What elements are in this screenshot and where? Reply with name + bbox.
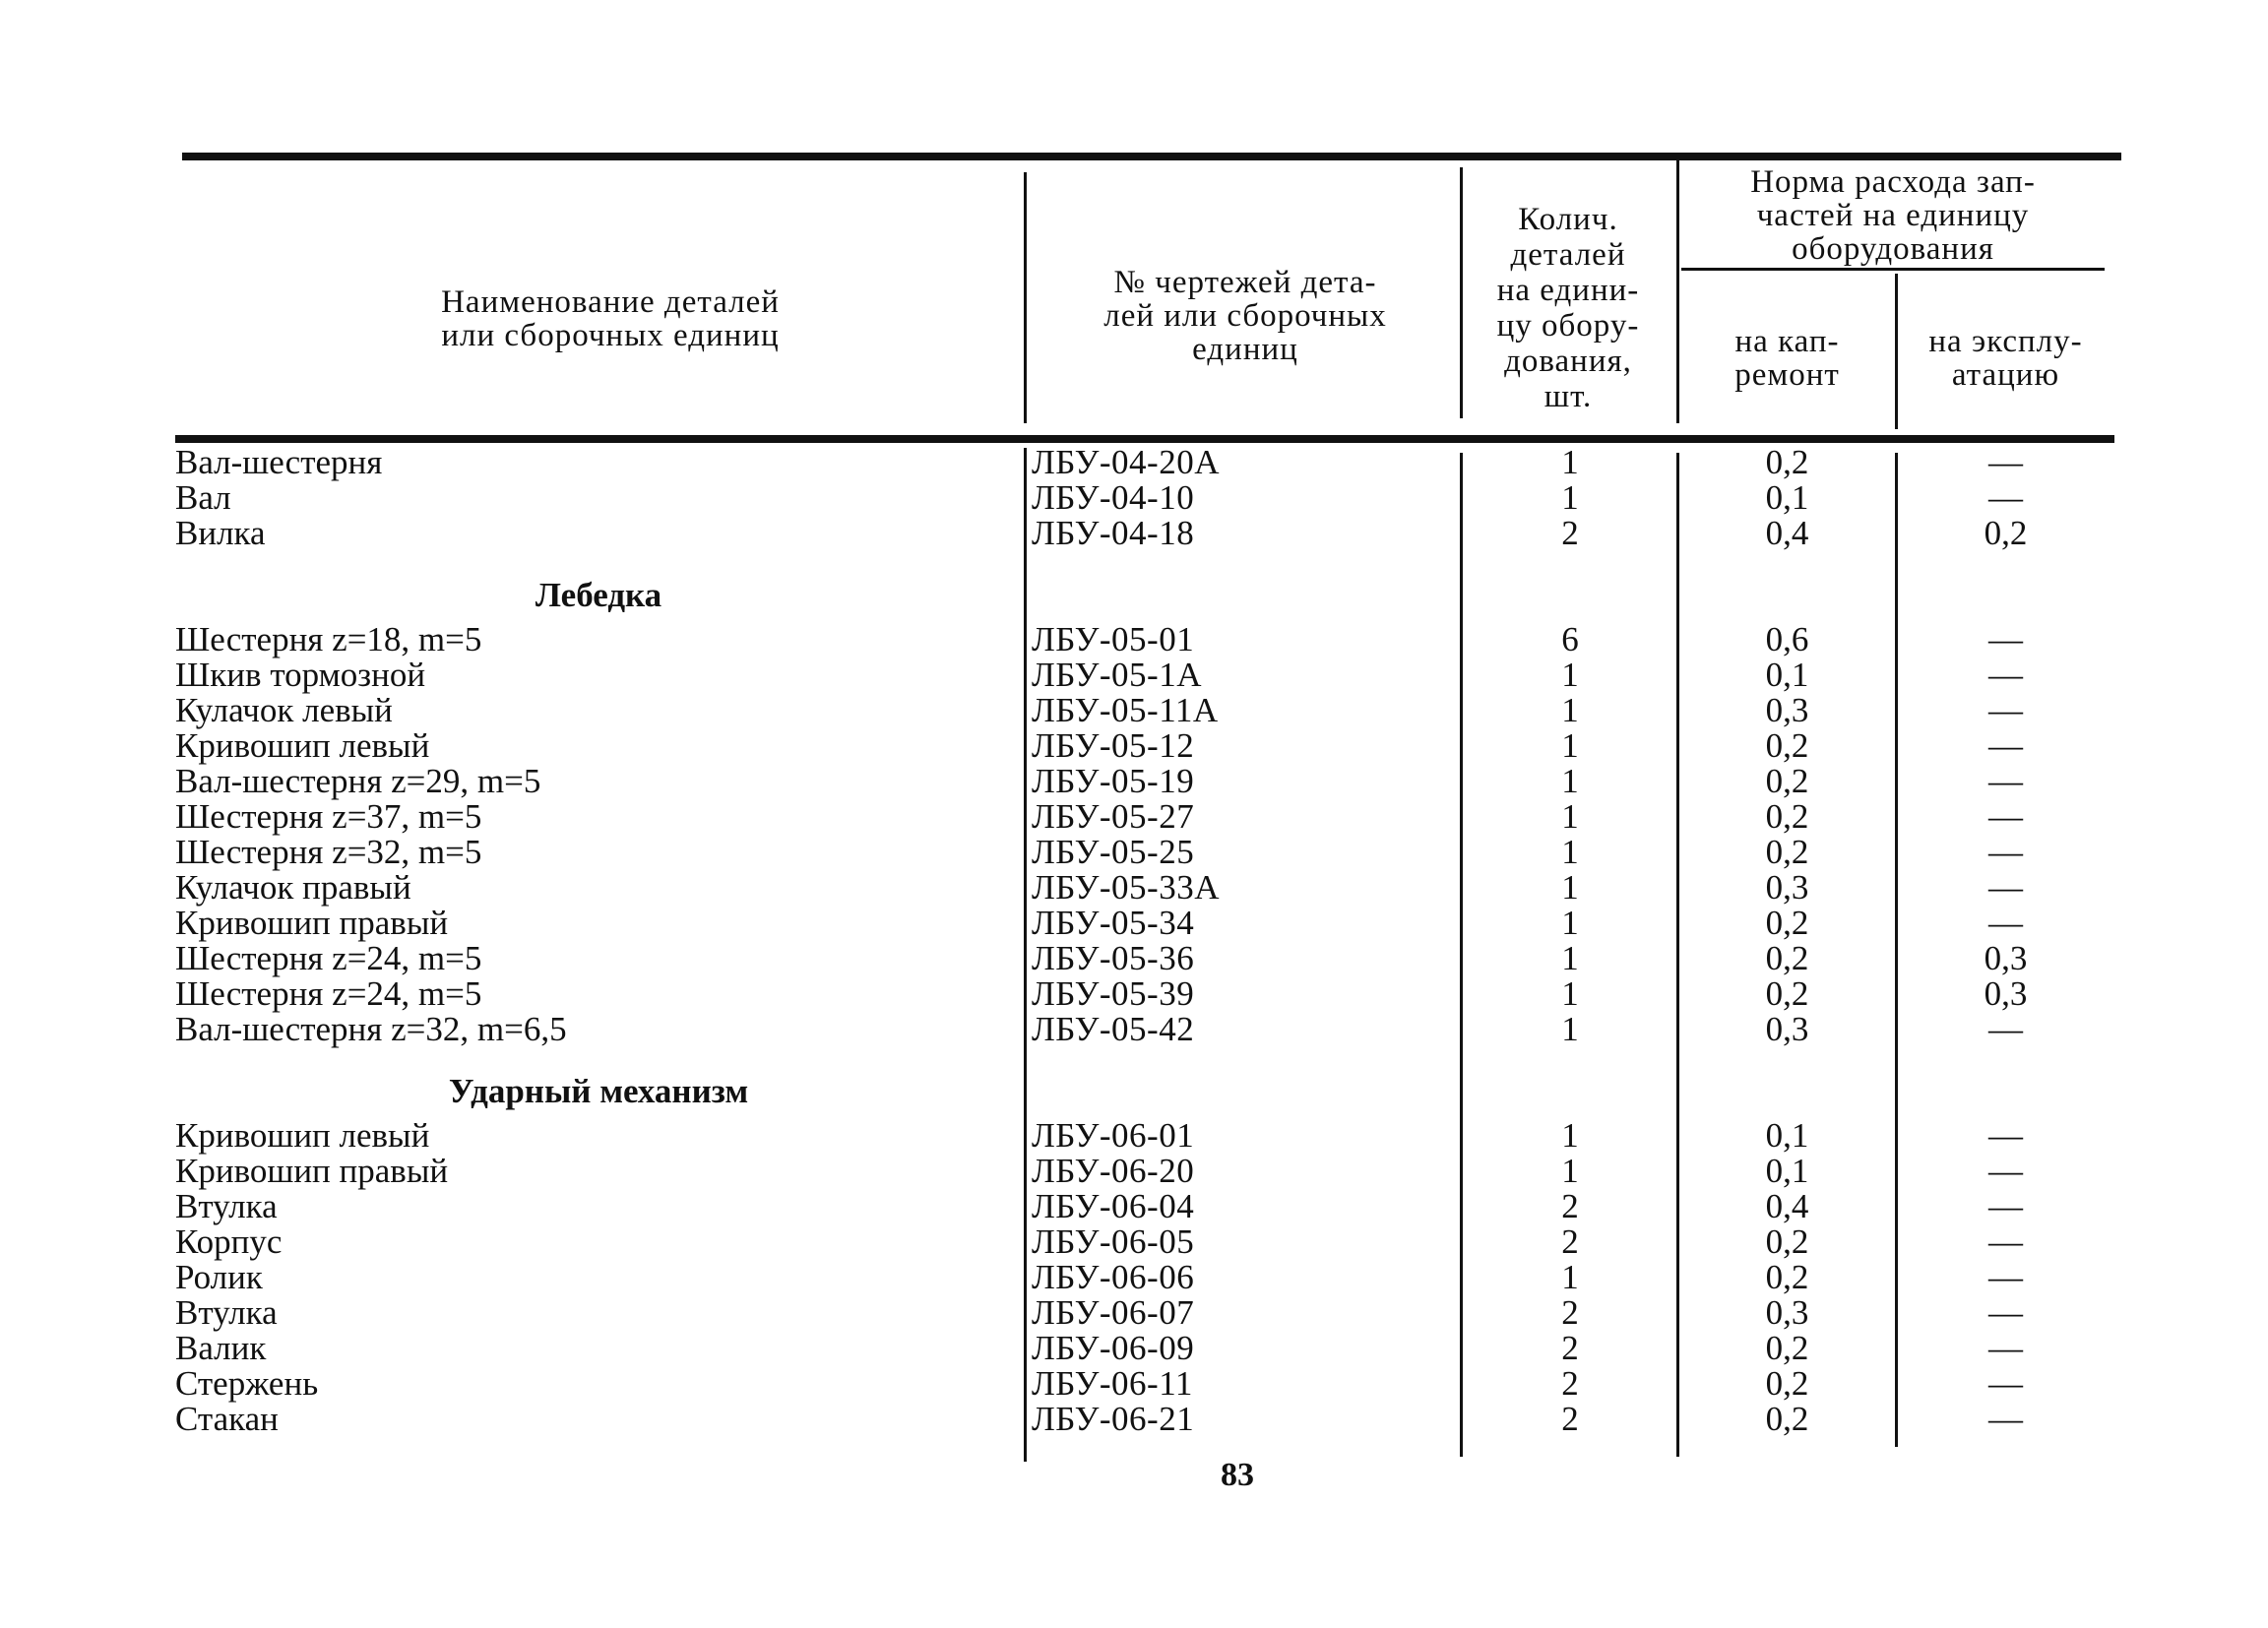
cell-repair: 0,2 bbox=[1765, 939, 1809, 977]
cell-drawing: ЛБУ-06-20 bbox=[1032, 1152, 1195, 1190]
body-sep-3 bbox=[1676, 453, 1679, 1457]
header-norm-group: Норма расхода зап- частей на единицу оборудования bbox=[1750, 164, 2036, 267]
column-drawing bbox=[1032, 445, 1455, 1437]
cell-operation: 0,3 bbox=[1984, 974, 2028, 1013]
cell-repair: 0,2 bbox=[1765, 443, 1809, 481]
cell-name: Шестерня z=24, m=5 bbox=[175, 939, 482, 977]
cell-repair: 0,1 bbox=[1765, 1116, 1809, 1155]
cell-qty: 1 bbox=[1561, 1010, 1579, 1048]
cell-qty: 1 bbox=[1561, 1152, 1579, 1190]
cell-operation: — bbox=[1988, 868, 2023, 907]
cell-repair: 0,3 bbox=[1765, 1010, 1809, 1048]
cell-repair: 0,4 bbox=[1765, 1187, 1809, 1225]
page-number: 83 bbox=[1221, 1457, 1254, 1493]
header-norm-repair: на кап- ремонт bbox=[1734, 324, 1840, 393]
cell-operation: — bbox=[1988, 620, 2023, 658]
cell-operation: 0,3 bbox=[1984, 939, 2028, 977]
cell-drawing: ЛБУ-06-06 bbox=[1032, 1258, 1195, 1296]
cell-repair: 0,2 bbox=[1765, 726, 1809, 765]
cell-repair: 0,1 bbox=[1765, 1152, 1809, 1190]
cell-operation: — bbox=[1988, 1152, 2023, 1190]
cell-drawing: ЛБУ-05-1А bbox=[1032, 656, 1202, 694]
cell-name: Втулка bbox=[175, 1293, 278, 1332]
header-qty: Колич. деталей на едини- цу обору- дования, шт. bbox=[1496, 202, 1640, 414]
cell-name: Кривошип правый bbox=[175, 1152, 449, 1190]
section-gap bbox=[1467, 551, 1673, 569]
section-spacer bbox=[1900, 569, 2111, 622]
column-repair bbox=[1681, 445, 1893, 1437]
section-gap bbox=[1032, 551, 1455, 569]
header-sep-1 bbox=[1024, 172, 1027, 423]
cell-qty: 1 bbox=[1561, 762, 1579, 800]
cell-qty: 2 bbox=[1561, 1400, 1579, 1438]
cell-name: Вал-шестерня z=29, m=5 bbox=[175, 762, 541, 800]
cell-name: Валик bbox=[175, 1329, 267, 1367]
cell-qty: 1 bbox=[1561, 443, 1579, 481]
cell-operation: — bbox=[1988, 1364, 2023, 1403]
section-spacer bbox=[1032, 1065, 1455, 1118]
cell-name: Вилка bbox=[175, 514, 266, 552]
cell-operation: — bbox=[1988, 726, 2023, 765]
cell-repair: 0,1 bbox=[1765, 656, 1809, 694]
cell-drawing: ЛБУ-05-42 bbox=[1032, 1010, 1195, 1048]
cell-drawing: ЛБУ-05-33А bbox=[1032, 868, 1220, 907]
cell-qty: 1 bbox=[1561, 1116, 1579, 1155]
cell-operation: 0,2 bbox=[1984, 514, 2028, 552]
section-gap bbox=[1681, 551, 1893, 569]
cell-repair: 0,2 bbox=[1765, 762, 1809, 800]
column-name bbox=[175, 445, 1022, 1437]
section-spacer bbox=[1467, 1065, 1673, 1118]
cell-qty: 1 bbox=[1561, 726, 1579, 765]
cell-drawing: ЛБУ-05-01 bbox=[1032, 620, 1195, 658]
cell-operation: — bbox=[1988, 1187, 2023, 1225]
cell-operation: — bbox=[1988, 1329, 2023, 1367]
cell-operation: — bbox=[1988, 443, 2023, 481]
cell-qty: 1 bbox=[1561, 656, 1579, 694]
cell-repair: 0,2 bbox=[1765, 904, 1809, 942]
cell-qty: 2 bbox=[1561, 1293, 1579, 1332]
cell-operation: — bbox=[1988, 1258, 2023, 1296]
cell-operation: — bbox=[1988, 1116, 2023, 1155]
cell-repair: 0,2 bbox=[1765, 1222, 1809, 1261]
cell-qty: 1 bbox=[1561, 797, 1579, 836]
cell-repair: 0,3 bbox=[1765, 1293, 1809, 1332]
top-rule bbox=[182, 153, 2121, 160]
cell-name: Шестерня z=32, m=5 bbox=[175, 833, 482, 871]
cell-drawing: ЛБУ-06-21 bbox=[1032, 1400, 1195, 1438]
cell-qty: 2 bbox=[1561, 1222, 1579, 1261]
section-spacer bbox=[1467, 569, 1673, 622]
section-spacer bbox=[1900, 1065, 2111, 1118]
cell-repair: 0,3 bbox=[1765, 868, 1809, 907]
cell-name: Вал-шестерня bbox=[175, 443, 383, 481]
cell-operation: — bbox=[1988, 478, 2023, 517]
cell-name: Шестерня z=24, m=5 bbox=[175, 974, 482, 1013]
cell-drawing: ЛБУ-05-25 bbox=[1032, 833, 1195, 871]
header-sep-4 bbox=[1895, 274, 1898, 429]
cell-drawing: ЛБУ-05-36 bbox=[1032, 939, 1195, 977]
cell-drawing: ЛБУ-04-10 bbox=[1032, 478, 1195, 517]
cell-repair: 0,2 bbox=[1765, 1329, 1809, 1367]
cell-qty: 2 bbox=[1561, 1187, 1579, 1225]
section-gap bbox=[175, 1047, 1022, 1065]
cell-operation: — bbox=[1988, 1293, 2023, 1332]
cell-operation: — bbox=[1988, 904, 2023, 942]
section-gap bbox=[1467, 1047, 1673, 1065]
cell-name: Вал-шестерня z=32, m=6,5 bbox=[175, 1010, 567, 1048]
cell-repair: 0,2 bbox=[1765, 833, 1809, 871]
cell-name: Шестерня z=37, m=5 bbox=[175, 797, 482, 836]
cell-drawing: ЛБУ-04-20А bbox=[1032, 443, 1220, 481]
cell-qty: 2 bbox=[1561, 1364, 1579, 1403]
cell-qty: 1 bbox=[1561, 939, 1579, 977]
cell-operation: — bbox=[1988, 833, 2023, 871]
cell-name: Вал bbox=[175, 478, 231, 517]
cell-qty: 2 bbox=[1561, 514, 1579, 552]
section-gap bbox=[1681, 1047, 1893, 1065]
cell-name: Кулачок левый bbox=[175, 691, 393, 729]
cell-name: Шкив тормозной bbox=[175, 656, 426, 694]
body-sep-4 bbox=[1895, 453, 1898, 1447]
cell-operation: — bbox=[1988, 691, 2023, 729]
section-title: Лебедка bbox=[535, 576, 662, 614]
cell-drawing: ЛБУ-06-05 bbox=[1032, 1222, 1195, 1261]
cell-name: Кулачок правый bbox=[175, 868, 411, 907]
cell-qty: 1 bbox=[1561, 833, 1579, 871]
section-spacer bbox=[1681, 569, 1893, 622]
cell-name: Ролик bbox=[175, 1258, 263, 1296]
cell-name: Стакан bbox=[175, 1400, 279, 1438]
cell-repair: 0,1 bbox=[1765, 478, 1809, 517]
cell-qty: 6 bbox=[1561, 620, 1579, 658]
cell-operation: — bbox=[1988, 1222, 2023, 1261]
cell-operation: — bbox=[1988, 797, 2023, 836]
section-spacer bbox=[1032, 569, 1455, 622]
cell-drawing: ЛБУ-05-39 bbox=[1032, 974, 1195, 1013]
section-gap bbox=[1032, 1047, 1455, 1065]
cell-operation: — bbox=[1988, 762, 2023, 800]
cell-drawing: ЛБУ-06-09 bbox=[1032, 1329, 1195, 1367]
cell-qty: 2 bbox=[1561, 1329, 1579, 1367]
body-sep-1 bbox=[1024, 448, 1027, 1462]
cell-operation: — bbox=[1988, 656, 2023, 694]
cell-repair: 0,6 bbox=[1765, 620, 1809, 658]
cell-drawing: ЛБУ-06-07 bbox=[1032, 1293, 1195, 1332]
cell-name: Стержень bbox=[175, 1364, 319, 1403]
cell-qty: 1 bbox=[1561, 974, 1579, 1013]
cell-qty: 1 bbox=[1561, 904, 1579, 942]
cell-drawing: ЛБУ-05-27 bbox=[1032, 797, 1195, 836]
header-sep-3 bbox=[1676, 153, 1679, 423]
cell-drawing: ЛБУ-05-34 bbox=[1032, 904, 1195, 942]
section-gap bbox=[1900, 1047, 2111, 1065]
column-operation bbox=[1900, 445, 2111, 1437]
cell-repair: 0,2 bbox=[1765, 974, 1809, 1013]
cell-qty: 1 bbox=[1561, 478, 1579, 517]
cell-repair: 0,2 bbox=[1765, 1364, 1809, 1403]
cell-name: Кривошип правый bbox=[175, 904, 449, 942]
norm-group-underline bbox=[1681, 268, 2105, 271]
header-bottom-rule bbox=[175, 435, 2114, 443]
body-sep-2 bbox=[1460, 453, 1463, 1457]
cell-drawing: ЛБУ-04-18 bbox=[1032, 514, 1195, 552]
cell-name: Кривошип левый bbox=[175, 1116, 430, 1155]
cell-qty: 1 bbox=[1561, 691, 1579, 729]
header-drawing: № чертежей дета- лей или сборочных единиц bbox=[1103, 265, 1387, 367]
cell-repair: 0,2 bbox=[1765, 797, 1809, 836]
header-norm-operation: на эксплу- атацию bbox=[1928, 324, 2083, 393]
cell-repair: 0,3 bbox=[1765, 691, 1809, 729]
cell-drawing: ЛБУ-05-12 bbox=[1032, 726, 1195, 765]
cell-operation: — bbox=[1988, 1010, 2023, 1048]
cell-repair: 0,2 bbox=[1765, 1258, 1809, 1296]
section-title: Ударный механизм bbox=[448, 1072, 749, 1110]
cell-name: Кривошип левый bbox=[175, 726, 430, 765]
cell-drawing: ЛБУ-05-19 bbox=[1032, 762, 1195, 800]
cell-operation: — bbox=[1988, 1400, 2023, 1438]
cell-name: Корпус bbox=[175, 1222, 283, 1261]
section-gap bbox=[175, 551, 1022, 569]
column-qty bbox=[1467, 445, 1673, 1437]
cell-drawing: ЛБУ-06-01 bbox=[1032, 1116, 1195, 1155]
cell-drawing: ЛБУ-06-11 bbox=[1032, 1364, 1193, 1403]
cell-repair: 0,2 bbox=[1765, 1400, 1809, 1438]
section-gap bbox=[1900, 551, 2111, 569]
cell-drawing: ЛБУ-05-11А bbox=[1032, 691, 1219, 729]
header-name: Наименование деталей или сборочных единиц bbox=[441, 284, 780, 353]
cell-repair: 0,4 bbox=[1765, 514, 1809, 552]
header-sep-2 bbox=[1460, 167, 1463, 418]
cell-qty: 1 bbox=[1561, 1258, 1579, 1296]
section-spacer bbox=[1681, 1065, 1893, 1118]
cell-qty: 1 bbox=[1561, 868, 1579, 907]
cell-drawing: ЛБУ-06-04 bbox=[1032, 1187, 1195, 1225]
cell-name: Втулка bbox=[175, 1187, 278, 1225]
cell-name: Шестерня z=18, m=5 bbox=[175, 620, 482, 658]
